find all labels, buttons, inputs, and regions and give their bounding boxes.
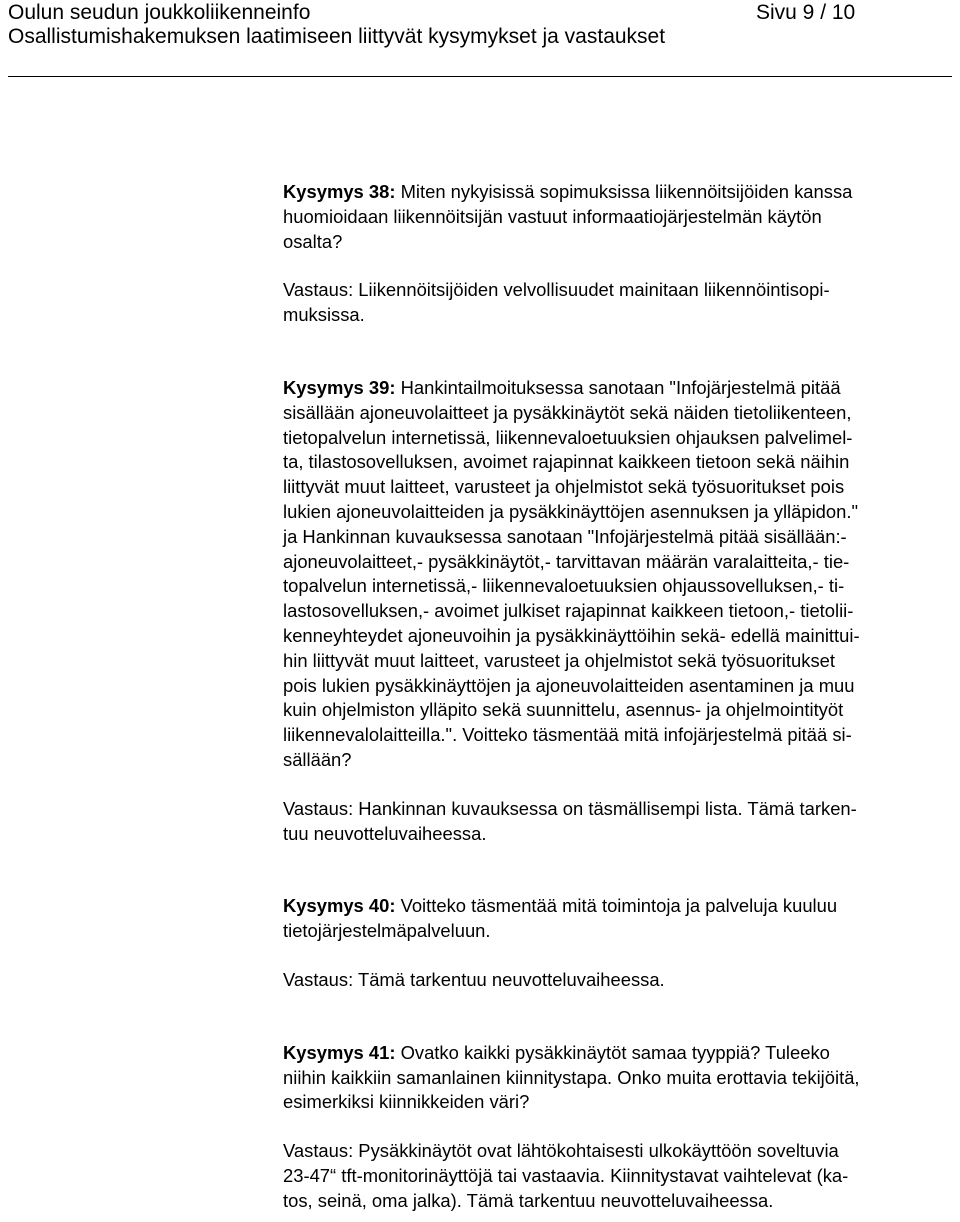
- question-text: huomioidaan liikennöitsijän vastuut informaatiojärjestelmän käytön: [283, 205, 822, 227]
- question-text: liikennevalolaitteilla.". Voitteko täsmentää mitä infojärjestelmä pitää si-: [283, 724, 852, 746]
- answer-text: muksissa.: [283, 304, 365, 326]
- question-text: kuin ohjelmiston ylläpito sekä suunnittelu, asennus- ja ohjelmointityöt: [283, 699, 844, 721]
- question-label: Kysymys 40:: [283, 895, 396, 917]
- question-text: Ovatko kaikki pysäkkinäytöt samaa tyyppiä? Tuleeko: [395, 1041, 830, 1063]
- answer-text: tuu neuvotteluvaiheessa.: [283, 822, 487, 844]
- question-text: esimerkiksi kiinnikkeiden väri?: [283, 1091, 530, 1113]
- question-text: sisällään ajoneuvolaitteet ja pysäkkinäytöt sekä näiden tietoliikenteen,: [283, 401, 852, 423]
- question-text: ta, tilastosovelluksen, avoimet rajapinnat kaikkeen tietoon sekä näihin: [283, 451, 850, 473]
- question-text: ja Hankinnan kuvauksessa sanotaan "Infojärjestelmä pitää sisällään:-: [283, 525, 847, 547]
- answer-39: [283, 797, 953, 847]
- answer-text: Vastaus: Liikennöitsijöiden velvollisuudet mainitaan liikennöintisopi-: [283, 279, 830, 301]
- answer-41: [283, 1139, 953, 1213]
- header-divider: [8, 76, 952, 77]
- answer-text: Vastaus: Tämä tarkentuu neuvotteluvaiheessa.: [283, 968, 665, 990]
- answer-38: [283, 278, 953, 328]
- document-title: Oulun seudun joukkoliikenneinfo: [8, 1, 311, 24]
- answer-text: Vastaus: Pysäkkinäytöt ovat lähtökohtaisesti ulkokäyttöön soveltuvia: [283, 1140, 839, 1162]
- question-text: osalta?: [283, 230, 343, 252]
- answer-40: [283, 968, 953, 993]
- question-40: [283, 894, 953, 944]
- question-text: liittyvät muut laitteet, varusteet ja ohjelmistot sekä työsuoritukset pois: [283, 476, 845, 498]
- question-text: Miten nykyisissä sopimuksissa liikennöitsijöiden kanssa: [395, 181, 853, 202]
- question-text: sällään?: [283, 748, 352, 770]
- question-38: [283, 180, 953, 254]
- question-text: tietopalvelun internetissä, liikennevaloetuuksien ohjauksen palvelimel-: [283, 426, 853, 448]
- document-subtitle: Osallistumishakemuksen laatimiseen liittyvät kysymykset ja vastaukset: [8, 25, 666, 48]
- question-text: kenneyhteydet ajoneuvoihin ja pysäkkinäyttöihin sekä- edellä mainittui-: [283, 624, 860, 646]
- question-41: [283, 1041, 953, 1115]
- question-39: [283, 376, 953, 773]
- question-text: niihin kaikkiin samanlainen kiinnitystapa. Onko muita erottavia tekijöitä,: [283, 1066, 860, 1088]
- question-label: Kysymys 41:: [283, 1041, 396, 1063]
- answer-text: tos, seinä, oma jalka). Tämä tarkentuu neuvotteluvaiheessa.: [283, 1189, 774, 1211]
- question-label: Kysymys 38:: [283, 181, 396, 202]
- page-number: Sivu 9 / 10: [756, 1, 856, 24]
- page-header: [8, 0, 952, 80]
- question-text: Voitteko täsmentää mitä toimintoja ja palveluja kuuluu: [395, 895, 838, 917]
- question-text: lastosovelluksen,- avoimet julkiset rajapinnat kaikkeen tietoon,- tietolii-: [283, 600, 854, 622]
- question-text: hin liittyvät muut laitteet, varusteet ja ohjelmistot sekä työsuoritukset: [283, 649, 835, 671]
- question-text: Hankintailmoituksessa sanotaan "Infojärjestelmä pitää: [395, 376, 841, 398]
- question-text: lukien ajoneuvolaitteiden ja pysäkkinäyttöjen asennuksen ja ylläpidon.": [283, 500, 858, 522]
- question-text: pois lukien pysäkkinäyttöjen ja ajoneuvolaitteiden asentaminen ja muu: [283, 674, 855, 696]
- question-text: ajoneuvolaitteet,- pysäkkinäytöt,- tarvittavan määrän varalaitteita,- tie-: [283, 550, 850, 572]
- question-text: topalvelun internetissä,- liikennevaloetuuksien ohjaussovelluksen,- ti-: [283, 575, 845, 597]
- answer-text: Vastaus: Hankinnan kuvauksessa on täsmällisempi lista. Tämä tarken-: [283, 797, 857, 819]
- answer-text: 23-47“ tft-monitorinäyttöjä tai vastaavia. Kiinnitystavat vaihtelevat (ka-: [283, 1164, 849, 1186]
- question-label: Kysymys 39:: [283, 376, 396, 398]
- question-text: tietojärjestelmäpalveluun.: [283, 920, 491, 942]
- qa-list: [283, 180, 953, 1214]
